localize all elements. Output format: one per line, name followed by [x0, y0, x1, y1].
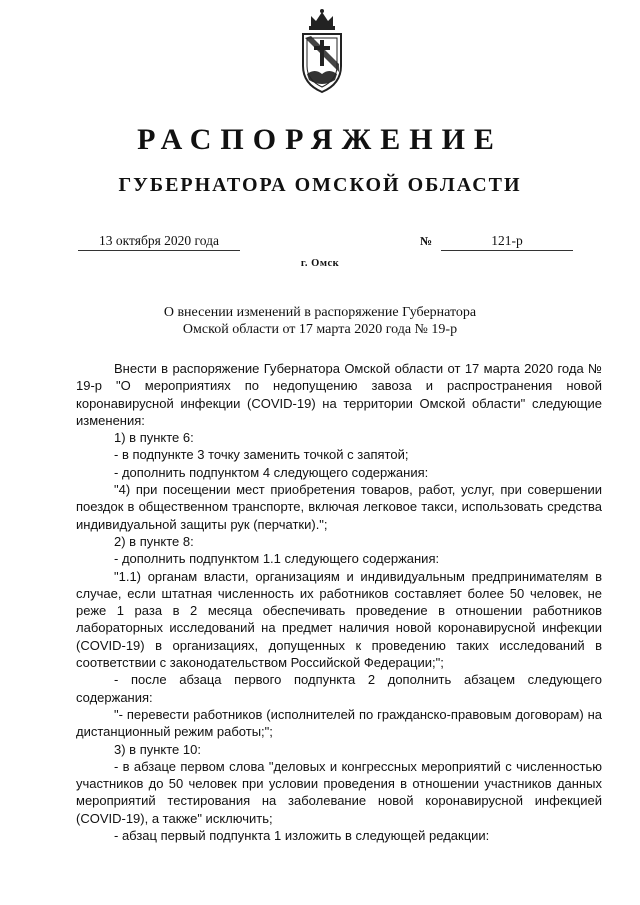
document-body [76, 360, 602, 844]
document-subject [80, 304, 560, 338]
body-paragraph: - абзац первый подпункта 1 изложить в следующей редакции: [114, 828, 490, 844]
body-paragraph: Внести в распоряжение Губернатора Омской области от 17 марта 2020 года № 19-р "О мероприятиях по недопущению завоза и распространения новой коронавирусной инфекции (COVID-19) на территории Омской области" следующие изменения: [76, 361, 602, 428]
body-paragraph: 1) в пункте 6: [114, 430, 194, 446]
document-number: 121-р [441, 232, 573, 251]
body-paragraph: - дополнить подпунктом 4 следующего содержания: [114, 464, 429, 480]
body-paragraph: - дополнить подпунктом 1.1 следующего содержания: [114, 551, 440, 567]
number-label: № [420, 234, 433, 248]
body-paragraph: 2) в пункте 8: [114, 533, 194, 549]
document-date: 13 октября 2020 года [78, 232, 240, 251]
issue-city: г. Омск [300, 258, 340, 269]
document-subject-line-1: О внесении изменений в распоряжение Губернатора [163, 305, 477, 320]
body-paragraph: - в абзаце первом слова "деловых и конгрессных мероприятий с численностью участников до 50 человек при условии проведения в отношении участников данных мероприятий тестирования на заболевание новой коронавирусной инфекцией (COVID-19), а также" исключить; [76, 758, 602, 826]
body-paragraph: - после абзаца первого подпункта 2 дополнить абзацем следующего содержания: [76, 672, 602, 705]
body-paragraph: "1.1) органам власти, организациям и индивидуальным предпринимателям в случае, если штатная численность их работников составляет более 50 человек, не реже 1 раза в 2 месяца обеспечивать проведение в отношении работников лабораторных исследований на предмет наличия новой коронавирусной инфекции (COVID-19) в организациях, допущенных к проведению таких исследований в соответствии с законодательством Российской Федерации;"; [76, 568, 602, 671]
omsk-coat-of-arms-icon [297, 8, 347, 96]
body-paragraph: "4) при посещении мест приобретения товаров, работ, услуг, при совершении поездок в общественном транспорте, включая легковое такси, использовать средства индивидуальной защиты рук (перчатки)."; [76, 482, 602, 532]
body-paragraph: 3) в пункте 10: [114, 741, 201, 757]
document-subject-line-2: Омской области от 17 марта 2020 года № 19-р [182, 322, 458, 337]
issuer-title: ГУБЕРНАТОРА ОМСКОЙ ОБЛАСТИ [118, 174, 522, 196]
coat-of-arms-emblem [297, 8, 347, 96]
body-paragraph: "- перевести работников (исполнителей по гражданско-правовым договорам) на дистанционный режим работы;"; [76, 706, 602, 740]
body-paragraph: - в подпункте 3 точку заменить точкой с запятой; [114, 447, 409, 463]
document-type-title: РАСПОРЯЖЕНИЕ [137, 123, 503, 156]
